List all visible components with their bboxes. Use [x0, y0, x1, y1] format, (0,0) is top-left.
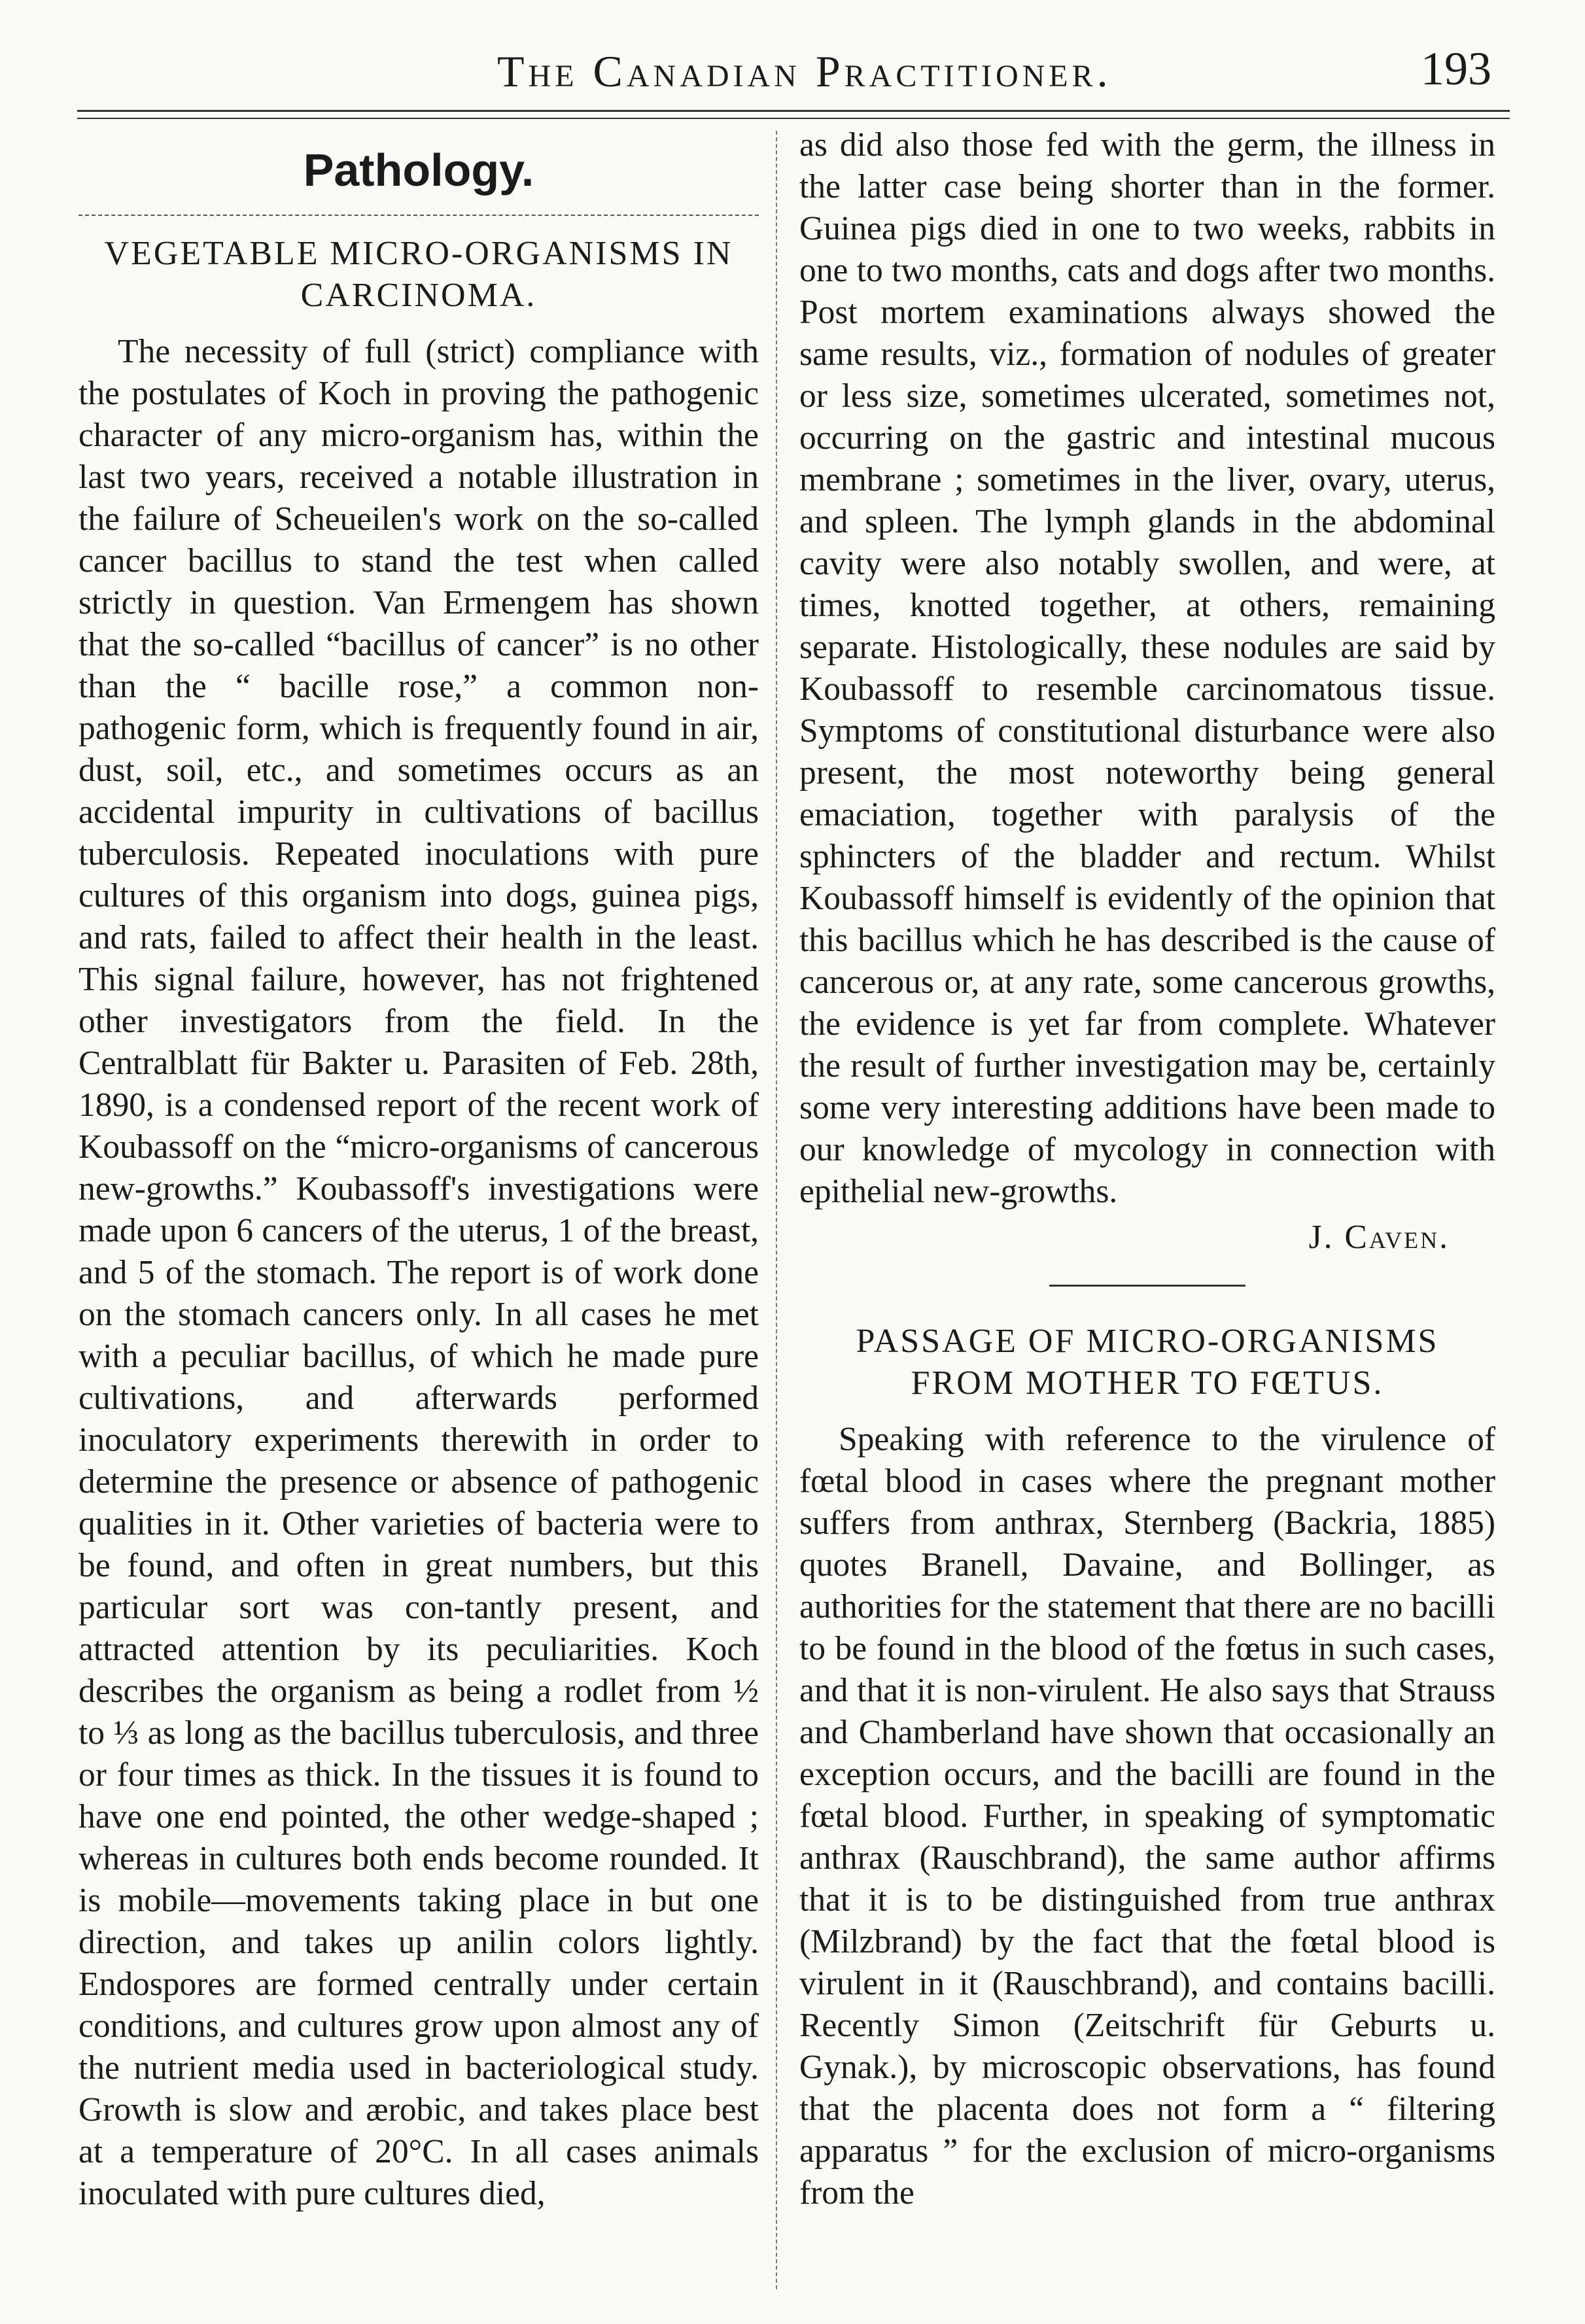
section-divider — [78, 215, 759, 216]
left-column — [78, 124, 759, 2215]
article-body-carcinoma-part1: The necessity of full (strict) compliance with the postulates of Koch in proving the pathogenic character of any micro-organism has, within the last two years, received a notable illustration in the failure of Scheueilen's work on the so-called cancer bacillus to stand the test when called strictly in question. Van Ermengem has shown that the so-called “bacillus of cancer” is no other than the “ bacille rose,” a common non-pathogenic form, which is frequently found in air, dust, soil, etc., and sometimes occurs as an accidental impurity in cultivations of bacillus tuberculosis. Repeated inoculations with pure cultures of this organism into dogs, guinea pigs, and rats, failed to affect their health in the least. This signal failure, however, has not frightened other investigators from the field. In the Centralblatt für Bakter u. Parasiten of Feb. 28th, 1890, is a condensed report of the recent work of Koubassoff on the “micro-organisms of cancerous new-growths.” Koubassoff's investigations were made upon 6 cancers of the uterus, 1 of the breast, and 5 of the stomach. The report is of work done on the stomach cancers only. In all cases he met with a peculiar bacillus, of which he made pure cultivations, and afterwards performed inoculatory experiments therewith in order to determine the presence or absence of pathogenic qualities in it. Other varieties of bacteria were to be found, and often in great numbers, but this particular sort was con-tantly present, and attracted attention by its peculiarities. Koch describes the organism as being a rodlet from ½ to ⅓ as long as the bacillus tuberculosis, and three or four times as thick. In the tissues it is found to have one end pointed, the other wedge-shaped ; whereas in cultures both ends become rounded. It is mobile—movements taking place in but one direction, and takes up anilin colors lightly. Endospores are formed centrally under certain conditions, and cultures grow upon almost any of the nutrient media used in bacteriological study. Growth is slow and ærobic, and takes place best at a temperature of 20°C. In all cases animals inoculated with pure cultures died, — [78, 333, 759, 2212]
article-body-passage: Speaking with reference to the virulence of fœtal blood in cases where the pregnant mother suffers from anthrax, Sternberg (Backria, 1885) quotes Branell, Davaine, and Bollinger, as authorities for the statement that there are no bacilli to be found in the blood of the fœtus in such cases, and that it is non-virulent. He also says that Strauss and Chamberland have shown that occasionally an exception occurs, and the bacilli are found in the fœtal blood. Further, in speaking of symptomatic anthrax (Rauschbrand), the same author affirms that it is to be distinguished from true anthrax (Milzbrand) by the fact that the fœtal blood is virulent in it (Rauschbrand), and contains bacilli. Recently Simon (Zeitschrift für Geburts u. Gynak.), by microscopic observations, has found that the placenta does not form a “ filtering apparatus ” for the exclusion of micro-organisms from the — [799, 1421, 1495, 2211]
running-head: The Canadian Practitioner. — [497, 46, 1112, 96]
page-header — [78, 42, 1511, 107]
article-title-passage: PASSAGE OF MICRO-ORGANISMS FROM MOTHER TO FŒTUS. — [856, 1323, 1439, 1402]
article-body-carcinoma-part2: as did also those fed with the germ, the illness in the latter case being shorter than in the former. Guinea pigs died in one to two weeks, rabbits in one to two months, cats and dogs after two months. Post mortem examinations always showed the same results, viz., formation of nodules of greater or less size, sometimes ulcerated, sometimes not, occurring on the gastric and intestinal mucous membrane ; sometimes in the liver, ovary, uterus, and spleen. The lymph glands in the abdominal cavity were also notably swollen, and were, at times, knotted together, at others, remaining separate. Histologically, these nodules are said by Koubassoff to resemble carcinomatous tissue. Symptoms of constitutional disturbance were also present, the most noteworthy being general emaciation, together with paralysis of the sphincters of the bladder and rectum. Whilst Koubassoff himself is evidently of the opinion that this bacillus which he has described is the cause of cancerous or, at any rate, some cancerous growths, the evidence is yet far from complete. Whatever the result of further investigation may be, certainly some very interesting additions have been made to our knowledge of mycology in connection with epithelial new-growths. — [799, 126, 1495, 1210]
header-rule — [77, 110, 1510, 112]
header-rule-secondary — [77, 118, 1510, 119]
page-number: 193 — [1421, 43, 1491, 95]
article-separator — [1049, 1285, 1245, 1287]
column-divider — [776, 131, 777, 2289]
author-signature: J. Caven. — [1308, 1219, 1450, 1256]
right-column — [799, 124, 1495, 2214]
article-title-carcinoma: VEGETABLE MICRO-ORGANISMS IN CARCINOMA. — [104, 235, 733, 314]
section-title: Pathology. — [303, 145, 534, 196]
